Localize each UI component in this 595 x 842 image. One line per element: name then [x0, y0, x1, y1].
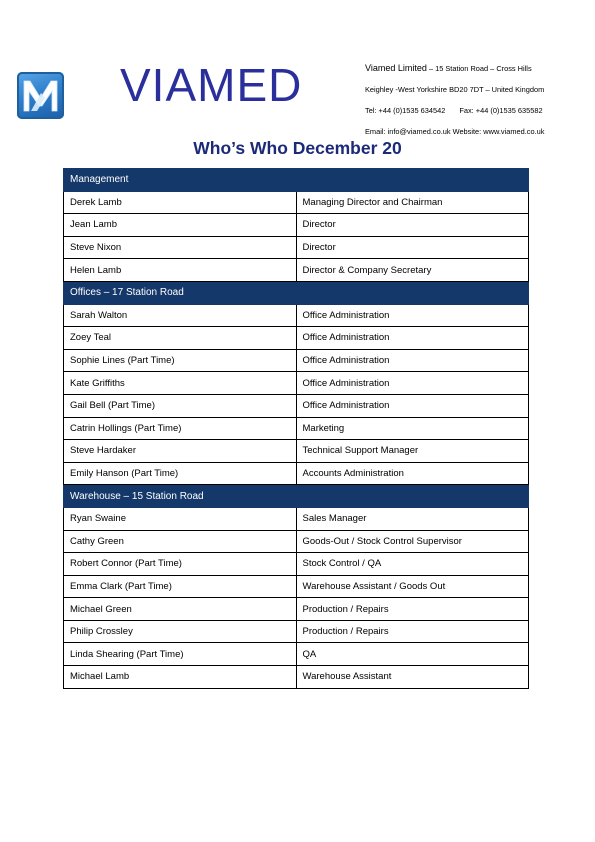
table-row [64, 575, 529, 598]
staff-name: Zoey Teal [64, 327, 297, 350]
staff-role: Director [296, 236, 529, 259]
brand-wordmark: VIAMED [120, 59, 303, 111]
phone-line [365, 100, 585, 121]
table-row [64, 553, 529, 576]
staff-role: Warehouse Assistant / Goods Out [296, 575, 529, 598]
staff-table [63, 168, 529, 689]
table-row [64, 440, 529, 463]
table-row [64, 643, 529, 666]
staff-role: Office Administration [296, 327, 529, 350]
staff-name: Cathy Green [64, 530, 297, 553]
staff-role: Technical Support Manager [296, 440, 529, 463]
staff-role: Production / Repairs [296, 620, 529, 643]
table-row [64, 259, 529, 282]
table-row [64, 417, 529, 440]
staff-role: Office Administration [296, 372, 529, 395]
email-web-line: Email: info@viamed.co.uk Website: www.viamed.co.uk [365, 127, 545, 136]
viamed-m-logo-icon [17, 72, 64, 119]
staff-name: Gail Bell (Part Time) [64, 394, 297, 417]
staff-name: Michael Green [64, 598, 297, 621]
table-row [64, 530, 529, 553]
staff-role: Goods-Out / Stock Control Supervisor [296, 530, 529, 553]
staff-name: Linda Shearing (Part Time) [64, 643, 297, 666]
section-heading: Warehouse – 15 Station Road [64, 485, 529, 508]
staff-name: Sophie Lines (Part Time) [64, 349, 297, 372]
tel-number: Tel: +44 (0)1535 634542 [365, 106, 446, 115]
staff-name: Steve Nixon [64, 236, 297, 259]
table-row [64, 666, 529, 689]
staff-name: Robert Connor (Part Time) [64, 553, 297, 576]
staff-name: Jean Lamb [64, 214, 297, 237]
logo-m-glyph [17, 72, 64, 119]
staff-role: Director [296, 214, 529, 237]
staff-name: Sarah Walton [64, 304, 297, 327]
section-heading: Offices – 17 Station Road [64, 281, 529, 304]
section-header-row [64, 485, 529, 508]
section-header-row [64, 281, 529, 304]
table-row [64, 327, 529, 350]
staff-name: Emily Hanson (Part Time) [64, 462, 297, 485]
table-row [64, 598, 529, 621]
table-row [64, 304, 529, 327]
table-row [64, 214, 529, 237]
table-row [64, 507, 529, 530]
staff-role: QA [296, 643, 529, 666]
staff-role: Office Administration [296, 304, 529, 327]
staff-role: Stock Control / QA [296, 553, 529, 576]
staff-role: Managing Director and Chairman [296, 191, 529, 214]
staff-name: Catrin Hollings (Part Time) [64, 417, 297, 440]
document-title: Who’s Who December 20 [193, 138, 402, 158]
company-line [365, 58, 585, 79]
section-heading: Management [64, 169, 529, 192]
staff-name: Steve Hardaker [64, 440, 297, 463]
staff-name: Helen Lamb [64, 259, 297, 282]
staff-name: Derek Lamb [64, 191, 297, 214]
staff-role: Office Administration [296, 349, 529, 372]
staff-role: Warehouse Assistant [296, 666, 529, 689]
staff-role: Sales Manager [296, 507, 529, 530]
fax-number: Fax: +44 (0)1535 635582 [459, 106, 543, 115]
table-row [64, 236, 529, 259]
staff-role: Office Administration [296, 394, 529, 417]
section-header-row [64, 169, 529, 192]
staff-name: Emma Clark (Part Time) [64, 575, 297, 598]
table-row [64, 349, 529, 372]
staff-role: Accounts Administration [296, 462, 529, 485]
address-line: Keighley -West Yorkshire BD20 7DT – United Kingdom [365, 85, 545, 94]
staff-role: Director & Company Secretary [296, 259, 529, 282]
table-row [64, 462, 529, 485]
staff-role: Production / Repairs [296, 598, 529, 621]
staff-name: Kate Griffiths [64, 372, 297, 395]
company-name: Viamed Limited [365, 63, 427, 73]
company-address: – 15 Station Road – Cross Hills [428, 64, 532, 73]
table-row [64, 191, 529, 214]
contact-block [365, 58, 585, 142]
table-row [64, 620, 529, 643]
staff-role: Marketing [296, 417, 529, 440]
staff-name: Ryan Swaine [64, 507, 297, 530]
staff-name: Philip Crossley [64, 620, 297, 643]
table-row [64, 372, 529, 395]
table-row [64, 394, 529, 417]
staff-name: Michael Lamb [64, 666, 297, 689]
